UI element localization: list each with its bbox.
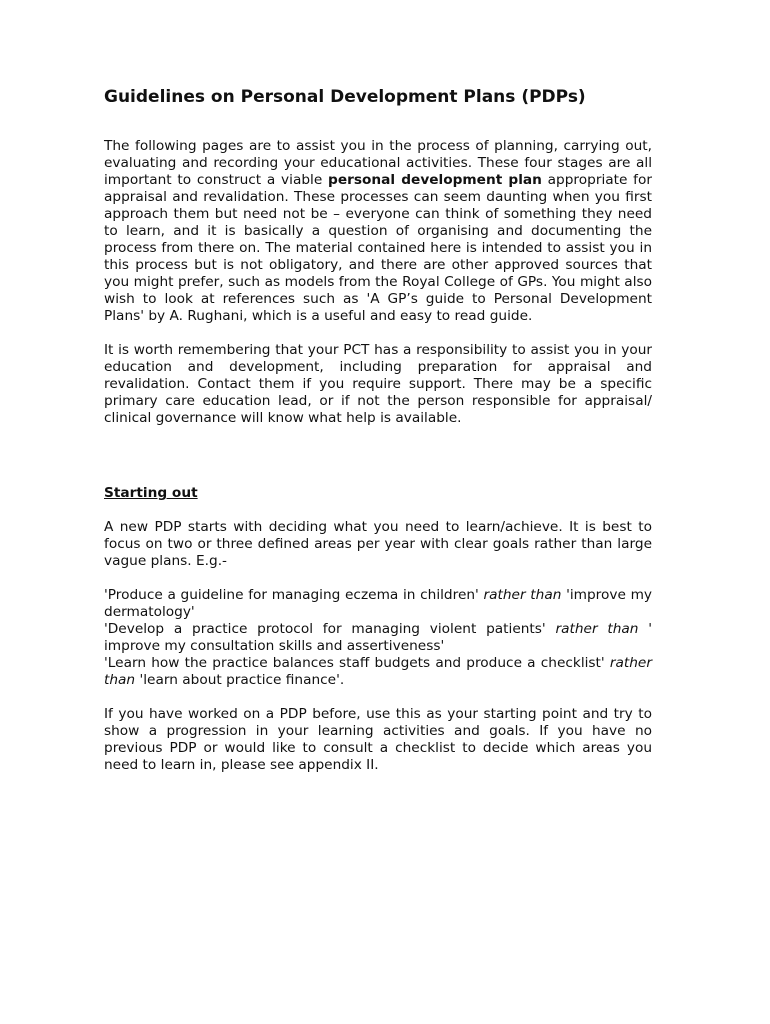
example-item (104, 587, 652, 621)
example-connector: rather than (104, 655, 652, 688)
example-item (104, 621, 652, 655)
section-heading-starting-out: Starting out (104, 485, 198, 501)
example-connector: rather than (555, 621, 639, 637)
example-good: 'Produce a guideline for managing eczema in children' (104, 587, 479, 603)
example-vague: 'learn about practice finance'. (139, 672, 345, 688)
example-good: 'Learn how the practice balances staff budgets and produce a checklist' (104, 655, 605, 671)
intro-text-start: The following pages are to assist you in the process of planning, carrying out, evaluating and recording your educational activities. These four stages are all important to construct a viable (104, 138, 652, 188)
example-vague: ' improve my consultation skills and assertiveness' (104, 621, 652, 654)
page-title: Guidelines on Personal Development Plans (PDPs) (104, 87, 586, 107)
example-item (104, 655, 652, 689)
intro-paragraph-2: It is worth remembering that your PCT has a responsibility to assist you in your education and development, including preparation for appraisal and revalidation. Contact them if you require support. There may be a specific primary care education lead, or if not the person responsible for appraisal/ clinical governance will know what help is available. (104, 342, 652, 426)
starting-out-paragraph-1: A new PDP starts with deciding what you need to learn/achieve. It is best to focus on two or three defined areas per year with clear goals rather than large vague plans. E.g.- (104, 519, 652, 569)
example-good: 'Develop a practice protocol for managing violent patients' (104, 621, 546, 637)
example-vague: 'improve my dermatology' (104, 587, 653, 620)
intro-bold-term: personal development plan (328, 172, 542, 188)
document-page (104, 86, 652, 774)
intro-text-end: appropriate for appraisal and revalidation. These processes can seem daunting when you first approach them but need not be – everyone can think of something they need to learn, and it is basically a question of organising and documenting the process from there on. The material contained here is intended to assist you in this process but is not obligatory, and there are other approved sources that you might prefer, such as models from the Royal College of GPs. You might also wish to look at references such as 'A GP’s guide to Personal Development Plans' by A. Rughani, which is a useful and easy to read guide. (104, 172, 652, 324)
starting-out-paragraph-2: If you have worked on a PDP before, use this as your starting point and try to show a progression in your learning activities and goals. If you have no previous PDP or would like to consult a checklist to decide which areas you need to learn in, please see appendix II. (104, 706, 652, 773)
intro-paragraph-1 (104, 138, 652, 325)
examples-list (104, 587, 652, 689)
example-connector: rather than (483, 587, 562, 603)
